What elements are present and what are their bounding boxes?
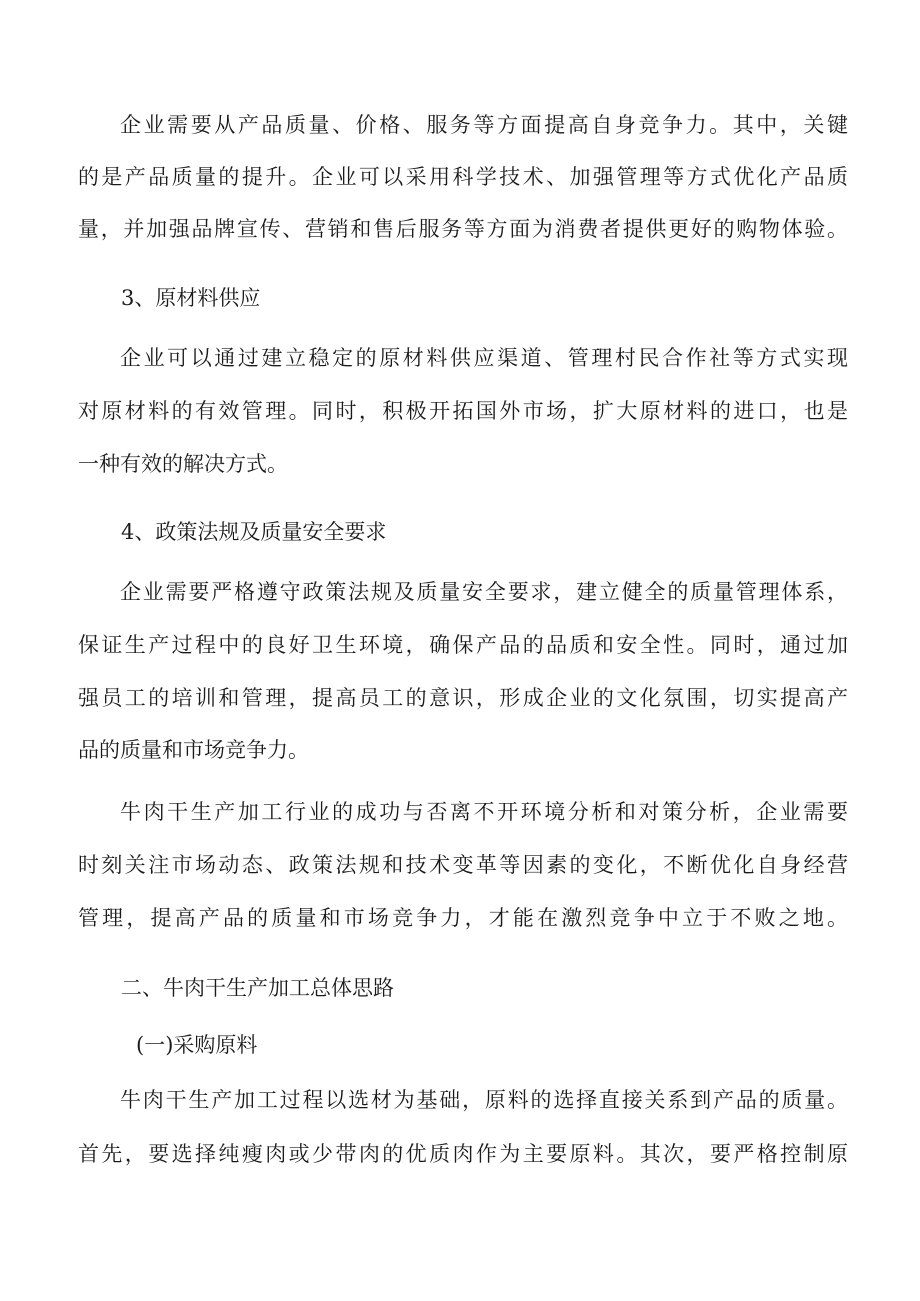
paragraph-4-line-1: 牛肉干生产加工行业的成功与否离不开环境分析和对策分析，企业需要	[120, 800, 848, 824]
section-2-heading: 二、牛肉干生产加工总体思路	[121, 976, 394, 1000]
paragraph-4-line-3: 管理，提高产品的质量和市场竞争力，才能在激烈竞争中立于不败之地。	[78, 906, 848, 930]
paragraph-4-line-2: 时刻关注市场动态、政策法规和技术变革等因素的变化，不断优化自身经营	[78, 853, 848, 877]
paragraph-2-line-3: 一种有效的解决方式。	[78, 452, 288, 476]
paragraph-1-line-1: 企业需要从产品质量、价格、服务等方面提高自身竞争力。其中，关键	[120, 113, 848, 137]
paragraph-1-line-2: 的是产品质量的提升。企业可以采用科学技术、加强管理等方式优化产品质	[78, 165, 848, 189]
paragraph-3-line-2: 保证生产过程中的良好卫生环境，确保产品的品质和安全性。同时，通过加	[78, 633, 848, 657]
paragraph-2-line-2: 对原材料的有效管理。同时，积极开拓国外市场，扩大原材料的进口，也是	[78, 399, 848, 423]
paragraph-5-line-2: 首先，要选择纯瘦肉或少带肉的优质肉作为主要原料。其次，要严格控制原	[78, 1142, 848, 1166]
subsection-heading-1: (一)采购原料	[136, 1033, 258, 1057]
paragraph-3-line-3: 强员工的培训和管理，提高员工的意识，形成企业的文化氛围，切实提高产	[78, 686, 848, 710]
paragraph-5-line-1: 牛肉干生产加工过程以选材为基础，原料的选择直接关系到产品的质量。	[120, 1088, 848, 1112]
paragraph-2-line-1: 企业可以通过建立稳定的原材料供应渠道、管理村民合作社等方式实现	[120, 346, 848, 370]
paragraph-3-line-1: 企业需要严格遵守政策法规及质量安全要求，建立健全的质量管理体系，	[120, 580, 848, 604]
section-heading-4: 4、政策法规及质量安全要求	[121, 520, 387, 544]
paragraph-1-line-3: 量，并加强品牌宣传、营销和售后服务等方面为消费者提供更好的购物体验。	[78, 217, 848, 241]
paragraph-3-line-4: 品的质量和市场竞争力。	[78, 738, 309, 762]
section-heading-3: 3、原材料供应	[121, 286, 261, 310]
